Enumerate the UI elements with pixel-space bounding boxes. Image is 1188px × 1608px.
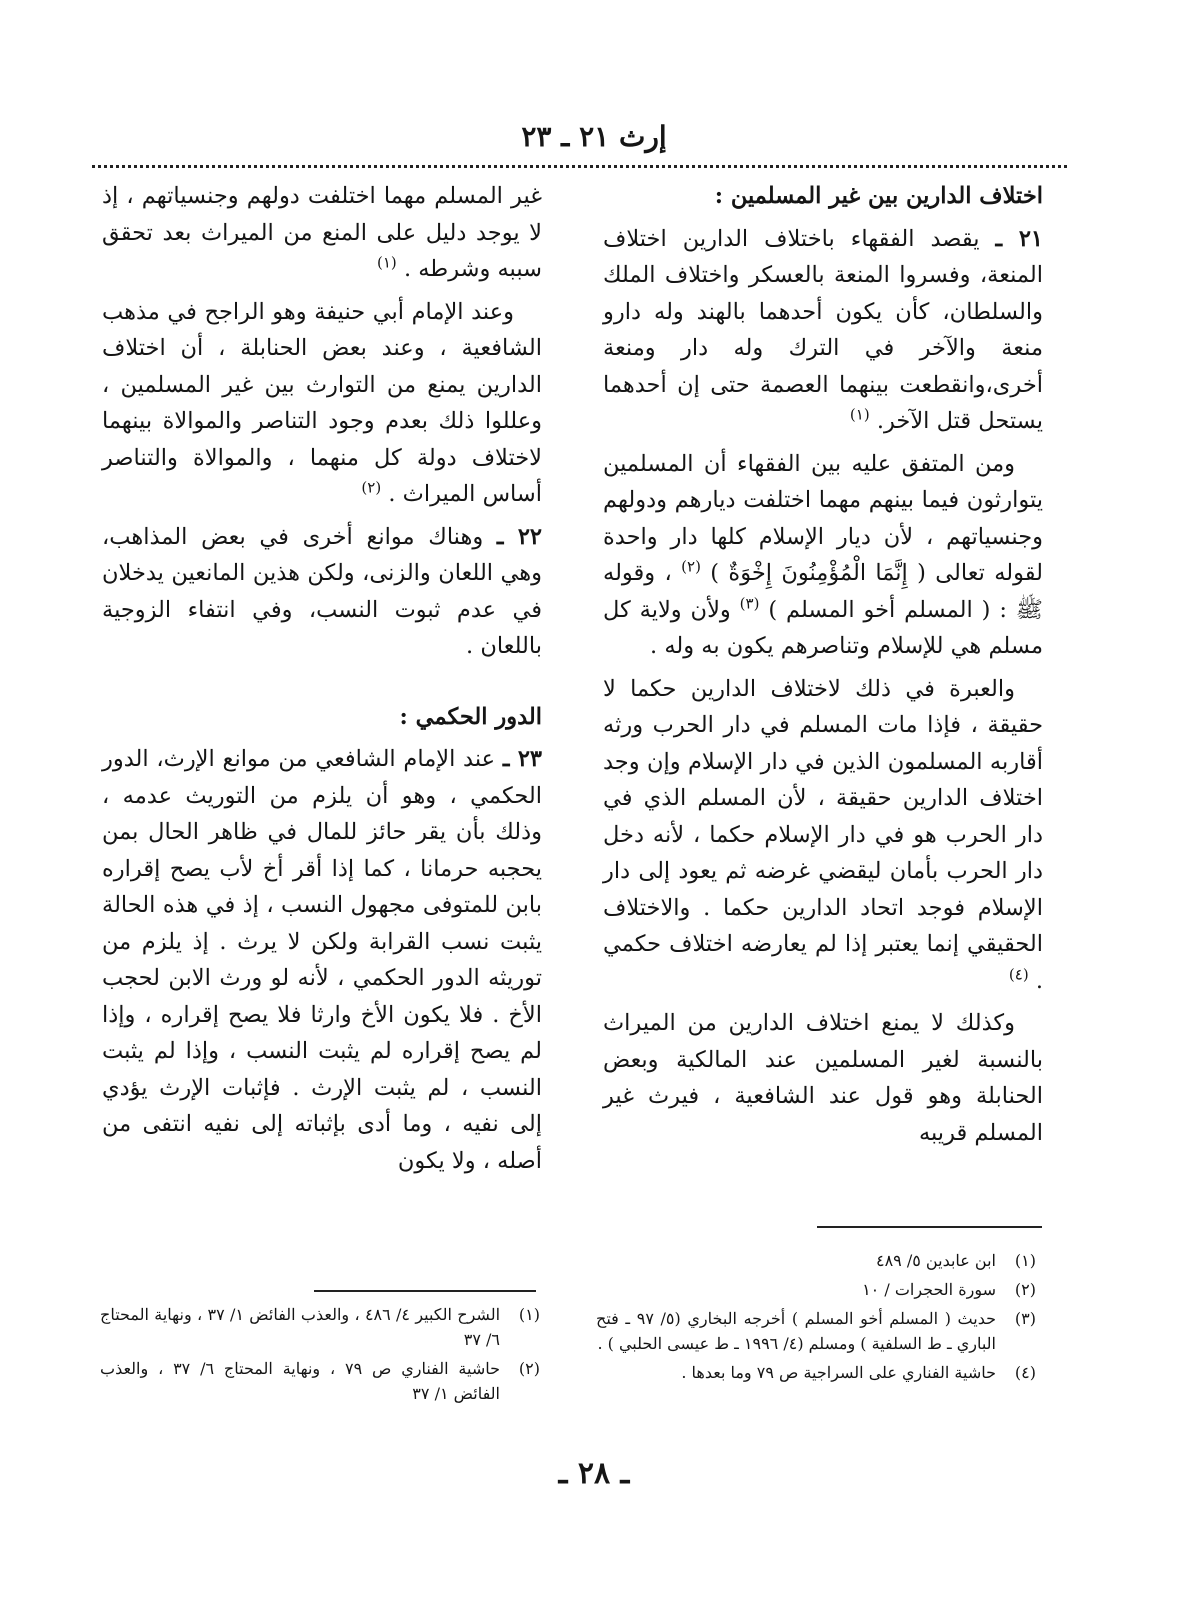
left-column [102,178,542,1185]
footnote [596,1248,1036,1273]
footnote-number: (٢) [1014,1280,1036,1299]
footnote [100,1302,540,1352]
paragraph-text: وعند الإمام أبي حنيفة وهو الراجح في مذهب الشافعية ، وعند بعض الحنابلة ، أن اختلاف الدارين يمنع من التوارث بين غير المسلمين ، وعللوا ذلك بعدم وجود التناصر والموالاة بينهما لاختلاف دولة كل منهما ، والموالاة والتناصر أساس الميراث . [102,298,542,507]
footnote-ref: (٢) [361,478,382,497]
paragraph [102,178,542,288]
paragraph-text: والعبرة في ذلك لاختلاف الدارين حكما لا حقيقة ، فإذا مات المسلم في دار الحرب ورثه أقاربه المسلمون الذين في دار الإسلام وإن وجد اختلاف الدارين حقيقة ، لأن المسلم الذي في دار الحرب هو في دار الإسلام حكما ، لأنه دخل دار الحرب بأمان ليقضي غرضه ثم يعود إلى دار الإسلام فوجد اتحاد الدارين حكما . والاختلاف الحقيقي إنما يعتبر إذا لم يعارضه اختلاف حكمي . [603,675,1043,994]
paragraph-text: وكذلك لا يمنع اختلاف الدارين من الميراث بالنسبة لغير المسلمين عند المالكية وبعض الحنابلة وهو قول عند الشافعية ، فيرث غير المسلم قريبه [603,1010,1043,1146]
footnote [596,1306,1036,1356]
footnote-ref: (٣) [739,594,760,612]
footnote-divider-left [314,1290,536,1292]
footnote [596,1360,1036,1385]
footnote [100,1356,540,1406]
paragraph-text: ولأن ولاية كل مسلم هي للإسلام وتناصرهم يكون به وله . [603,596,1043,659]
footnote-text: ابن عابدين ٥/ ٤٨٩ [875,1251,996,1270]
footnote-number: (١) [1014,1251,1036,1270]
footnote-number: (٢) [518,1359,540,1378]
right-column [603,178,1043,1157]
footnotes-right [596,1248,1036,1389]
header-dotted-divider [92,165,1067,168]
paragraph-number-22: ٢٢ ـ [496,523,542,550]
paragraph [603,1005,1043,1151]
footnote-number: (١) [518,1305,540,1324]
paragraph-text: وهناك موانع أخرى في بعض المذاهب، وهي اللعان والزنى، ولكن هذين المانعين يدخلان في عدم ثبوت النسب، وفي انتفاء الزوجية باللعان . [102,523,542,659]
footnote-text: حديث ( المسلم أخو المسلم ) أخرجه البخاري (٥/ ٩٧ ـ فتح الباري ـ ط السلفية ) ومسلم (٤/ ١٩٩٦ ـ ط عيسى الحلبي ) . [596,1309,997,1353]
footnote [596,1277,1036,1302]
footnotes-left [100,1302,540,1410]
paragraph-text: ومن المتفق عليه بين الفقهاء أن المسلمين يتوارثون فيما بينهم مهما اختلفت ديارهم ودولهم وجنسياتهم ، لأن ديار الإسلام كلها دار واحدة لقوله تعالى ( إِنَّمَا الْمُؤْمِنُونَ إِخْوَةٌ ) [603,450,1043,586]
paragraph-22 [102,519,542,665]
paragraph-text: غير المسلم مهما اختلفت دولهم وجنسياتهم ، إذ لا يوجد دليل على المنع من الميراث بعد تحقق سببه وشرطه . [102,183,542,282]
footnote-text: حاشية الفناري ص ٧٩ ، ونهاية المحتاج ٦/ ٣٧ ، والعذب الفائض ١/ ٣٧ [100,1359,501,1403]
section-heading-different-domains: اختلاف الدارين بين غير المسلمين : [714,183,1043,209]
paragraph-23 [102,741,542,1179]
footnote-text: سورة الحجرات / ١٠ [862,1280,996,1299]
page-number: ـ ٢٨ ـ [558,1456,630,1491]
spacer [102,671,542,699]
footnote-text: حاشية الفناري على السراجية ص ٧٩ وما بعدها . [681,1363,996,1382]
footnote-ref: (١) [377,253,397,272]
footnote-ref: (٤) [1008,965,1029,983]
footnote-divider-right [817,1226,1042,1228]
footnote-number: (٣) [1014,1309,1036,1328]
paragraph-text: ، وقوله ﷺ : ( المسلم أخو المسلم ) [603,560,1043,623]
footnote-number: (٤) [1014,1363,1036,1382]
paragraph-number-21: ٢١ ـ [995,225,1043,252]
paragraph-text: عند الإمام الشافعي من موانع الإرث، الدور الحكمي ، وهو أن يلزم من التوريث عدمه ، وذلك بأن يقر حائز للمال في ظاهر الحال بمن يحجبه حرمانا ، كما إذا أقر أخ لأب يصح إقراره بابن للمتوفى مجهول النسب ، إذ في هذه الحالة يثبت نسب القرابة ولكن لا يرث . إذ يلزم من توريثه الدور الحكمي ، لأنه لو ورث الابن لحجب الأخ . فلا يكون الأخ وارثا فلا يصح إقراره ، وإذا لم يصح إقراره لم يثبت النسب ، وإذا لم يثبت النسب ، لم يثبت الإرث . فإثبات الإرث يؤدي إلى نفيه ، وما أدى بإثباته إلى نفيه انتفى من أصله ، ولا يكون [102,746,542,1174]
footnote-ref: (٢) [681,557,701,576]
paragraph-number-23: ٢٣ ـ [502,746,542,772]
running-header: إرث ٢١ ـ ٢٣ [521,120,667,153]
paragraph [603,671,1043,1000]
paragraph [603,446,1043,665]
section-heading-legal-circularity: الدور الحكمي : [399,703,542,730]
paragraph-21 [603,221,1043,440]
paragraph [102,294,542,513]
footnote-text: الشرح الكبير ٤/ ٤٨٦ ، والعذب الفائض ١/ ٣٧ ، ونهاية المحتاج ٦/ ٣٧ [100,1305,501,1349]
footnote-ref: (١) [849,405,870,424]
paragraph-text: يقصد الفقهاء باختلاف الدارين اختلاف المنعة، وفسروا المنعة بالعسكر واختلاف الملك والسلطان، كأن يكون أحدهما بالهند وله دارو منعة والآخر في الترك وله دار ومنعة أخرى،وانقطعت بينهما العصمة حتى إن أحدهما يستحل قتل الآخر. [603,225,1043,434]
